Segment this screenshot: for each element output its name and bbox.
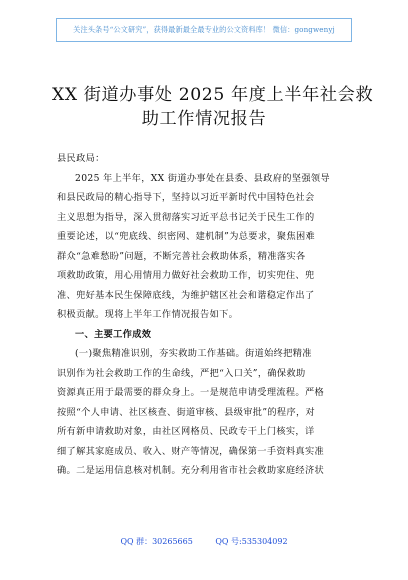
section-line-4: 按照“个人申请、社区核查、街道审核、县级审批”的程序，对 (57, 406, 316, 418)
section-line-2: 识别作为社会救助工作的生命线，严把“入口关”，确保救助 (57, 367, 306, 379)
intro-line-4: 重要论述，以“兜底线、织密网、建机制”为总要求，聚焦困难 (57, 231, 316, 242)
footer-qq-group: QQ 群：30265665 (120, 537, 193, 546)
section-line-3: 资源真正用于最需要的群众身上。一是规范申请受理流程。严格 (57, 387, 325, 398)
report-title (52, 83, 374, 131)
intro-line-7: 准、兜好基本民生保障底线，为维护辖区社会和谐稳定作出了 (57, 289, 315, 301)
intro-line-2: 和县民政局的精心指导下，坚持以习近平新时代中国特色社会 (57, 192, 315, 203)
intro-line-8: 积极贡献。现将上半年工作情况报告如下。 (57, 309, 239, 320)
salutation: 县民政局： (57, 153, 105, 164)
footer-qq-number: QQ 号:535304092 (215, 537, 288, 546)
intro-line-3: 主义思想为指导，深入贯彻落实习近平总书记关于民生工作的 (57, 211, 315, 223)
top-banner: 关注头条号“公文研究”，获得最新最全最专业的公文资料库！ 微信：gongwenyj (56, 18, 352, 42)
section-line-7: 确。二是运用信息核对机制。充分利用省市社会救助家庭经济状 (57, 465, 325, 476)
intro-line-5: 群众“急难愁盼”问题，不断完善社会救助体系，精准落实各 (57, 250, 306, 262)
intro-line-6: 项救助政策，用心用情用力做好社会救助工作，切实兜住、兜 (57, 270, 315, 281)
section-line-6: 细了解其家庭成员、收入、财产等情况，确保第一手资料真实准 (57, 445, 325, 457)
report-title-line-2: 助工作情况报告 (141, 109, 267, 129)
report-title-line-1: XX 街道办事处 2025 年度上半年社会救 (52, 85, 374, 105)
footer-contact (0, 535, 408, 549)
section-line-1: (一)聚焦精准识别，夯实救助工作基础。街道始终把精准 (75, 348, 312, 359)
report-body (57, 149, 357, 481)
section-line-5: 所有新申请救助对象，由社区网格员、民政专干上门核实，详 (57, 426, 315, 437)
intro-line-1: 2025 年上半年，XX 街道办事处在县委、县政府的坚强领导 (75, 172, 330, 184)
section-heading: 一、主要工作成效 (75, 328, 152, 340)
